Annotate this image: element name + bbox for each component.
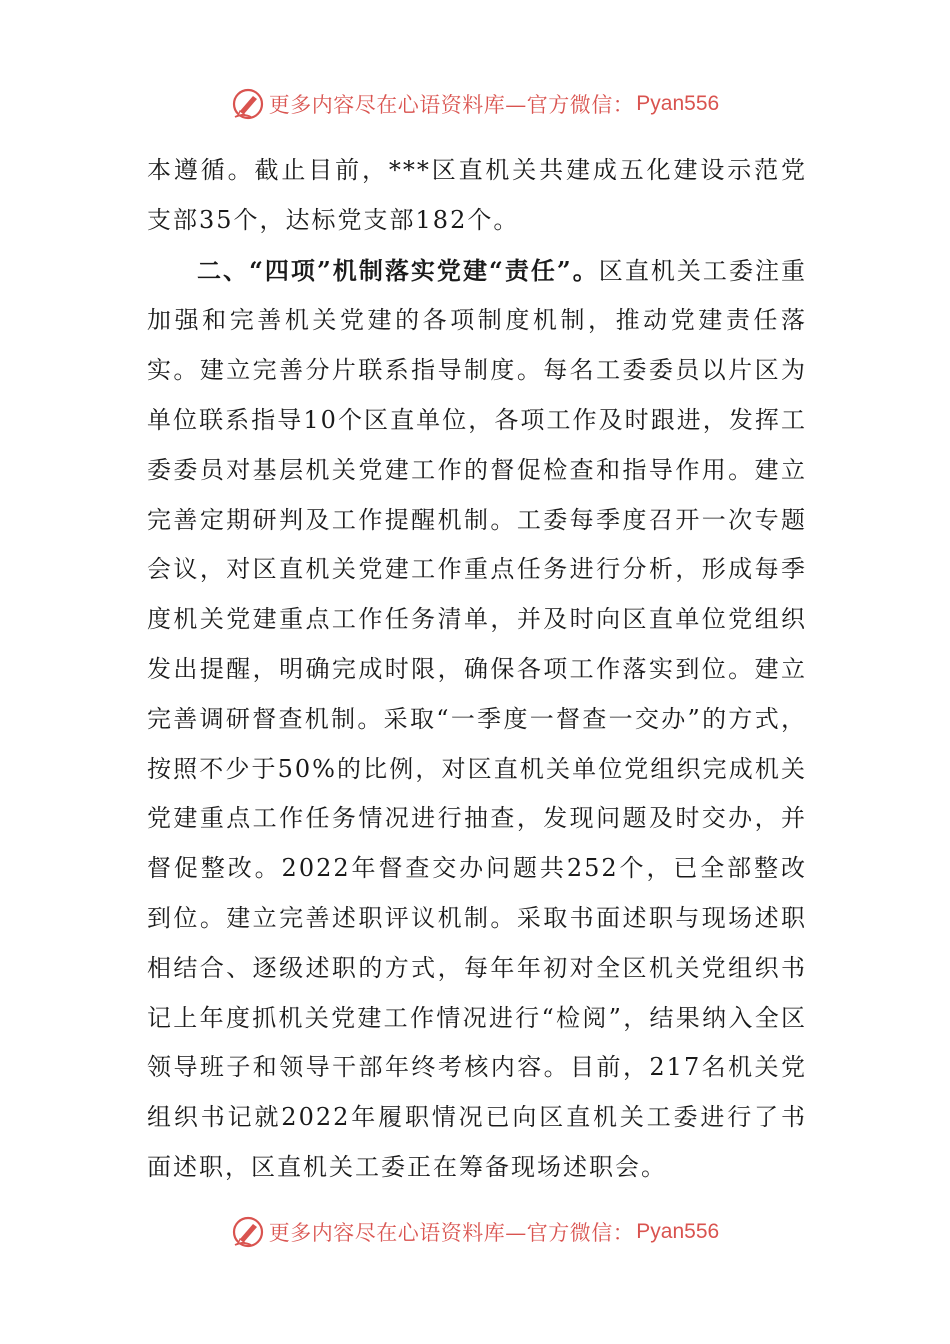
- section-text: 区直机关工委注重加强和完善机关党建的各项制度机制，推动党建责任落实。建立完善分片联系指导制度。每名工委委员以片区为单位联系指导10个区直单位，各项工作及时跟进，发挥工委委员对基层机关党建工作的督促检查和指导作用。建立完善定期研判及工作提醒机制。工委每季度召开一次专题会议，对区直机关党建工作重点任务进行分析，形成每季度机关党建重点工作任务清单，并及时向区直单位党组织发出提醒，明确完成时限，确保各项工作落实到位。建立完善调研督查机制。采取“一季度一督查一交办”的方式，按照不少于50%的比例，对区直机关单位党组织完成机关党建重点工作任务情况进行抽查，发现问题及时交办，并督促整改。2022年督查交办问题共252个，已全部整改到位。建立完善述职评议机制。采取书面述职与现场述职相结合、逐级述职的方式，每年年初对全区机关党组织书记上年度抓机关党建工作情况进行“检阅”，结果纳入全区领导班子和领导干部年终考核内容。目前，217名机关党组织书记就2022年履职情况已向区直机关工委进行了书面述职，区直机关工委正在筹备现场述职会。: [147, 256, 808, 1181]
- watermark-wechat-id: Pyan556: [636, 92, 720, 115]
- pen-logo-icon: [231, 87, 265, 121]
- watermark-text: 更多内容尽在心语资料库—官方微信：: [268, 1221, 635, 1245]
- pen-logo-icon: [231, 1215, 265, 1249]
- header-watermark: [0, 84, 950, 124]
- section-heading: 二、“四项”机制落实党建“责任”。: [197, 255, 599, 285]
- watermark-wechat-id: Pyan556: [636, 1220, 720, 1243]
- watermark-text: 更多内容尽在心语资料库—官方微信：: [268, 93, 635, 117]
- footer-watermark: [0, 1212, 950, 1252]
- document-body: [147, 146, 807, 1193]
- paragraph-continued: 本遵循。截止目前，***区直机关共建成五化建设示范党支部35个，达标党支部182个。: [147, 156, 807, 234]
- paragraph-mechanisms: [147, 246, 807, 1193]
